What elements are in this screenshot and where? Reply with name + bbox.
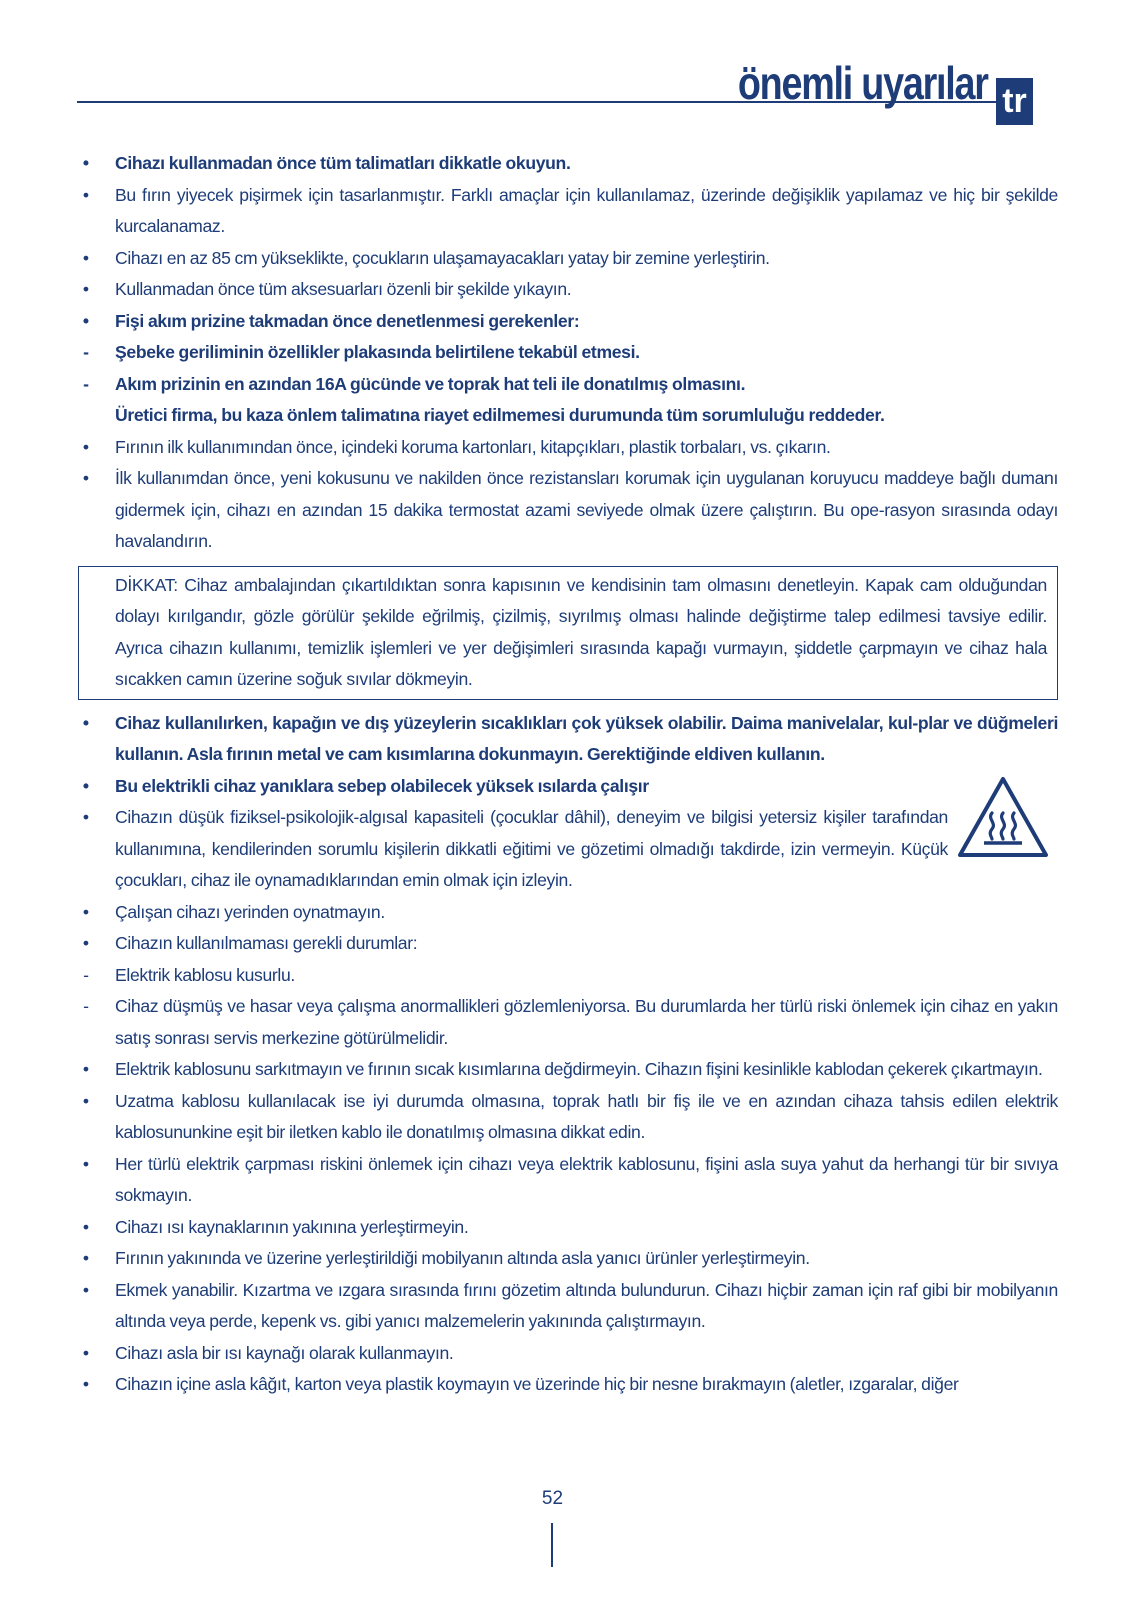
list-item (78, 708, 1058, 771)
list-item-text: Cihaz kullanılırken, kapağın ve dış yüzeylerin sıcaklıkları çok yüksek olabilir. Daima manivelalar, kul-plar ve düğmeleri kullanın. Asla fırının metal ve cam kısımlarına dokunmayın. Gerektiğinde eldiven kullanın. (115, 712, 1058, 764)
list-item (78, 148, 1058, 180)
list-item-text: Şebeke geriliminin özellikler plakasında belirtilene tekabül etmesi. (115, 342, 640, 362)
list-item-text: Akım prizinin en azından 16A gücünde ve toprak hat teli ile donatılmış olmasını. (115, 373, 746, 394)
list-item (78, 1369, 1058, 1401)
instruction-list-3 (78, 897, 1058, 1401)
list-item (78, 180, 1058, 243)
list-item (78, 1243, 1058, 1275)
bullet-marker: • (82, 184, 90, 205)
list-item (78, 243, 1058, 275)
page-title: önemli uyarılar (738, 57, 988, 109)
list-item-text: Cihazı asla bir ısı kaynağı olarak kullanmayın. (115, 1342, 454, 1363)
list-item (78, 991, 1058, 1054)
list-item (78, 771, 948, 803)
dash-marker: - (83, 373, 89, 394)
list-item-text: Elektrik kablosu kusurlu. (115, 964, 295, 985)
list-item (78, 1054, 1058, 1086)
list-item-text: Fişi akım prizine takmadan önce denetlenmesi gerekenler: (115, 310, 580, 331)
bullet-marker: • (82, 279, 90, 299)
bullet-marker: • (82, 712, 90, 733)
list-item (78, 928, 1058, 960)
bullet-marker: • (82, 153, 90, 173)
bullet-marker: • (82, 807, 90, 827)
bullet-marker: • (82, 1090, 90, 1111)
list-item-text: Cihazın kullanılmaması gerekli durumlar: (115, 933, 418, 953)
list-item (78, 802, 948, 897)
bullet-marker: • (82, 247, 90, 268)
hot-surface-section (78, 771, 1058, 897)
bullet-marker: • (82, 1216, 90, 1237)
hot-surface-list (78, 771, 1058, 897)
list-item-text: Ekmek yanabilir. Kızartma ve ızgara sırasında fırını gözetim altında bulundurun. Cihazı hiçbir zaman için raf gibi bir mobilyanın altında veya perde, kepenk vs. gibi yanıcı malzemelerin yakınında çalıştırmayın. (115, 1279, 1058, 1331)
bullet-marker: • (82, 775, 90, 796)
instruction-list (78, 148, 1058, 558)
page-number: 52 (541, 1488, 564, 1509)
list-item-text: Cihazın düşük fiziksel-psikolojik-algısal kapasiteli (çocuklar dâhil), deneyim ve bilgisi yetersiz kişiler tarafından kullanımına, kendilerinden sorumlu kişilerin dikkatli eğitimi ve gözetimi olmadığı takdirde, izin vermeyin. Küçük çocukları, cihaz ile oynamadıklarından emin olmak için izleyin. (115, 807, 948, 890)
bullet-marker: • (82, 901, 90, 922)
hot-surface-warning-icon (956, 775, 1050, 859)
list-item-text: İlk kullanımdan önce, yeni kokusunu ve nakilden önce rezistansları korumak için uygulanan koruyucu maddeye bağlı dumanı gidermek için, cihazı en azından 15 dakika termostat azami seviyede olmak üzere çalıştırın. Bu ope-rasyon sırasında odayı havalandırın. (115, 468, 1058, 551)
list-item-text: Fırının ilk kullanımından önce, içindeki koruma kartonları, kitapçıkları, plastik torbaları, vs. çıkarın. (115, 436, 831, 457)
bullet-marker: • (82, 436, 90, 457)
list-item (78, 369, 1058, 401)
list-item-text: Cihazı en az 85 cm yükseklikte, çocukların ulaşamayacakları yatay bir zemine yerleştirin. (115, 247, 770, 268)
list-item-text: Cihazı kullanmadan önce tüm talimatları dikkatle okuyun. (115, 153, 571, 173)
list-item (78, 960, 1058, 992)
bullet-marker: • (82, 1153, 90, 1174)
list-item-text: Bu elektrikli cihaz yanıklara sebep olabilecek yüksek ısılarda çalışır (115, 775, 649, 796)
list-item-text: Uzatma kablosu kullanılacak ise iyi durumda olmasına, toprak hatlı bir fiş ile ve en azından cihaza tahsis edilen elektrik kablosununkine eşit bir iletken kablo ile donatılmış olmasına dikkat edin. (115, 1090, 1058, 1142)
list-item-text: Cihazın içine asla kâğıt, karton veya plastik koymayın ve üzerinde hiç bir nesne bırakmayın (aletler, ızgaralar, diğer (115, 1374, 959, 1394)
list-item-text: Her türlü elektrik çarpması riskini önlemek için cihazı veya elektrik kablosunu, fişini asla suya yahut da herhangi tür bir sıvıya sokmayın. (115, 1153, 1058, 1205)
caution-box: DİKKAT: Cihaz ambalajından çıkartıldıktan sonra kapısının ve kendisinin tam olmasını denetleyin. Kapak cam olduğundan dolayı kırılgandır, gözle görülür şekilde eğrilmiş, çizilmiş, sıyrılmış olması halinde değiştirme talep edilmesi tavsiye edilir. Ayrıca cihazın kullanımı, temizlik işlemleri ve yer değişimleri sırasında kapağı vurmayın, şiddetle çarpmayın ve cihaz hala sıcakken camın üzerine soğuk sıvılar dökmeyin. (78, 566, 1058, 700)
bullet-marker: • (82, 1059, 90, 1079)
bullet-marker: • (82, 1279, 90, 1300)
list-item (78, 1338, 1058, 1370)
list-item (78, 1212, 1058, 1244)
list-item-text: Cihaz düşmüş ve hasar veya çalışma anormallikleri gözlemleniyorsa. Bu durumlarda her türlü riski önlemek için cihaz en yakın satış sonrası servis merkezine götürülmelidir. (115, 996, 1058, 1048)
bullet-marker: • (82, 310, 90, 331)
list-item (78, 1149, 1058, 1212)
list-item (78, 337, 1058, 369)
list-item-text: Bu fırın yiyecek pişirmek için tasarlanmıştır. Farklı amaçlar için kullanılamaz, üzerinde değişiklik yapılamaz ve hiç bir şekilde kurcalanamaz. (115, 184, 1058, 236)
content (78, 148, 1058, 1401)
list-item-text: Kullanmadan önce tüm aksesuarları özenli bir şekilde yıkayın. (115, 279, 572, 299)
list-item (78, 306, 1058, 338)
dash-marker: - (83, 342, 89, 362)
list-item (78, 463, 1058, 558)
dash-marker: - (83, 964, 89, 985)
bullet-marker: • (82, 1248, 90, 1268)
list-item (78, 897, 1058, 929)
list-item-text: Fırının yakınında ve üzerine yerleştirildiği mobilyanın altında asla yanıcı ürünler yerleştirmeyin. (115, 1248, 810, 1268)
list-item (78, 400, 1058, 432)
list-item-text: Çalışan cihazı yerinden oynatmayın. (115, 901, 385, 922)
bullet-marker: • (82, 468, 90, 488)
language-badge: tr (996, 78, 1033, 125)
list-item (78, 274, 1058, 306)
list-item-text: Cihazı ısı kaynaklarının yakınına yerleştirmeyin. (115, 1216, 469, 1237)
list-item (78, 1275, 1058, 1338)
dash-marker: - (83, 996, 89, 1016)
bullet-marker: • (82, 1374, 90, 1394)
list-item (78, 1086, 1058, 1149)
bullet-marker: • (82, 1342, 90, 1363)
list-item-text: Üretici firma, bu kaza önlem talimatına riayet edilmemesi durumunda tüm sorumluluğu reddeder. (115, 405, 885, 425)
instruction-list-2 (78, 708, 1058, 771)
list-item (78, 432, 1058, 464)
page-number-rule (551, 1523, 553, 1567)
list-item-text: Elektrik kablosunu sarkıtmayın ve fırının sıcak kısımlarına değdirmeyin. Cihazın fişini kesinlikle kablodan çekerek çıkartmayın. (115, 1059, 1043, 1079)
bullet-marker: • (82, 933, 90, 953)
